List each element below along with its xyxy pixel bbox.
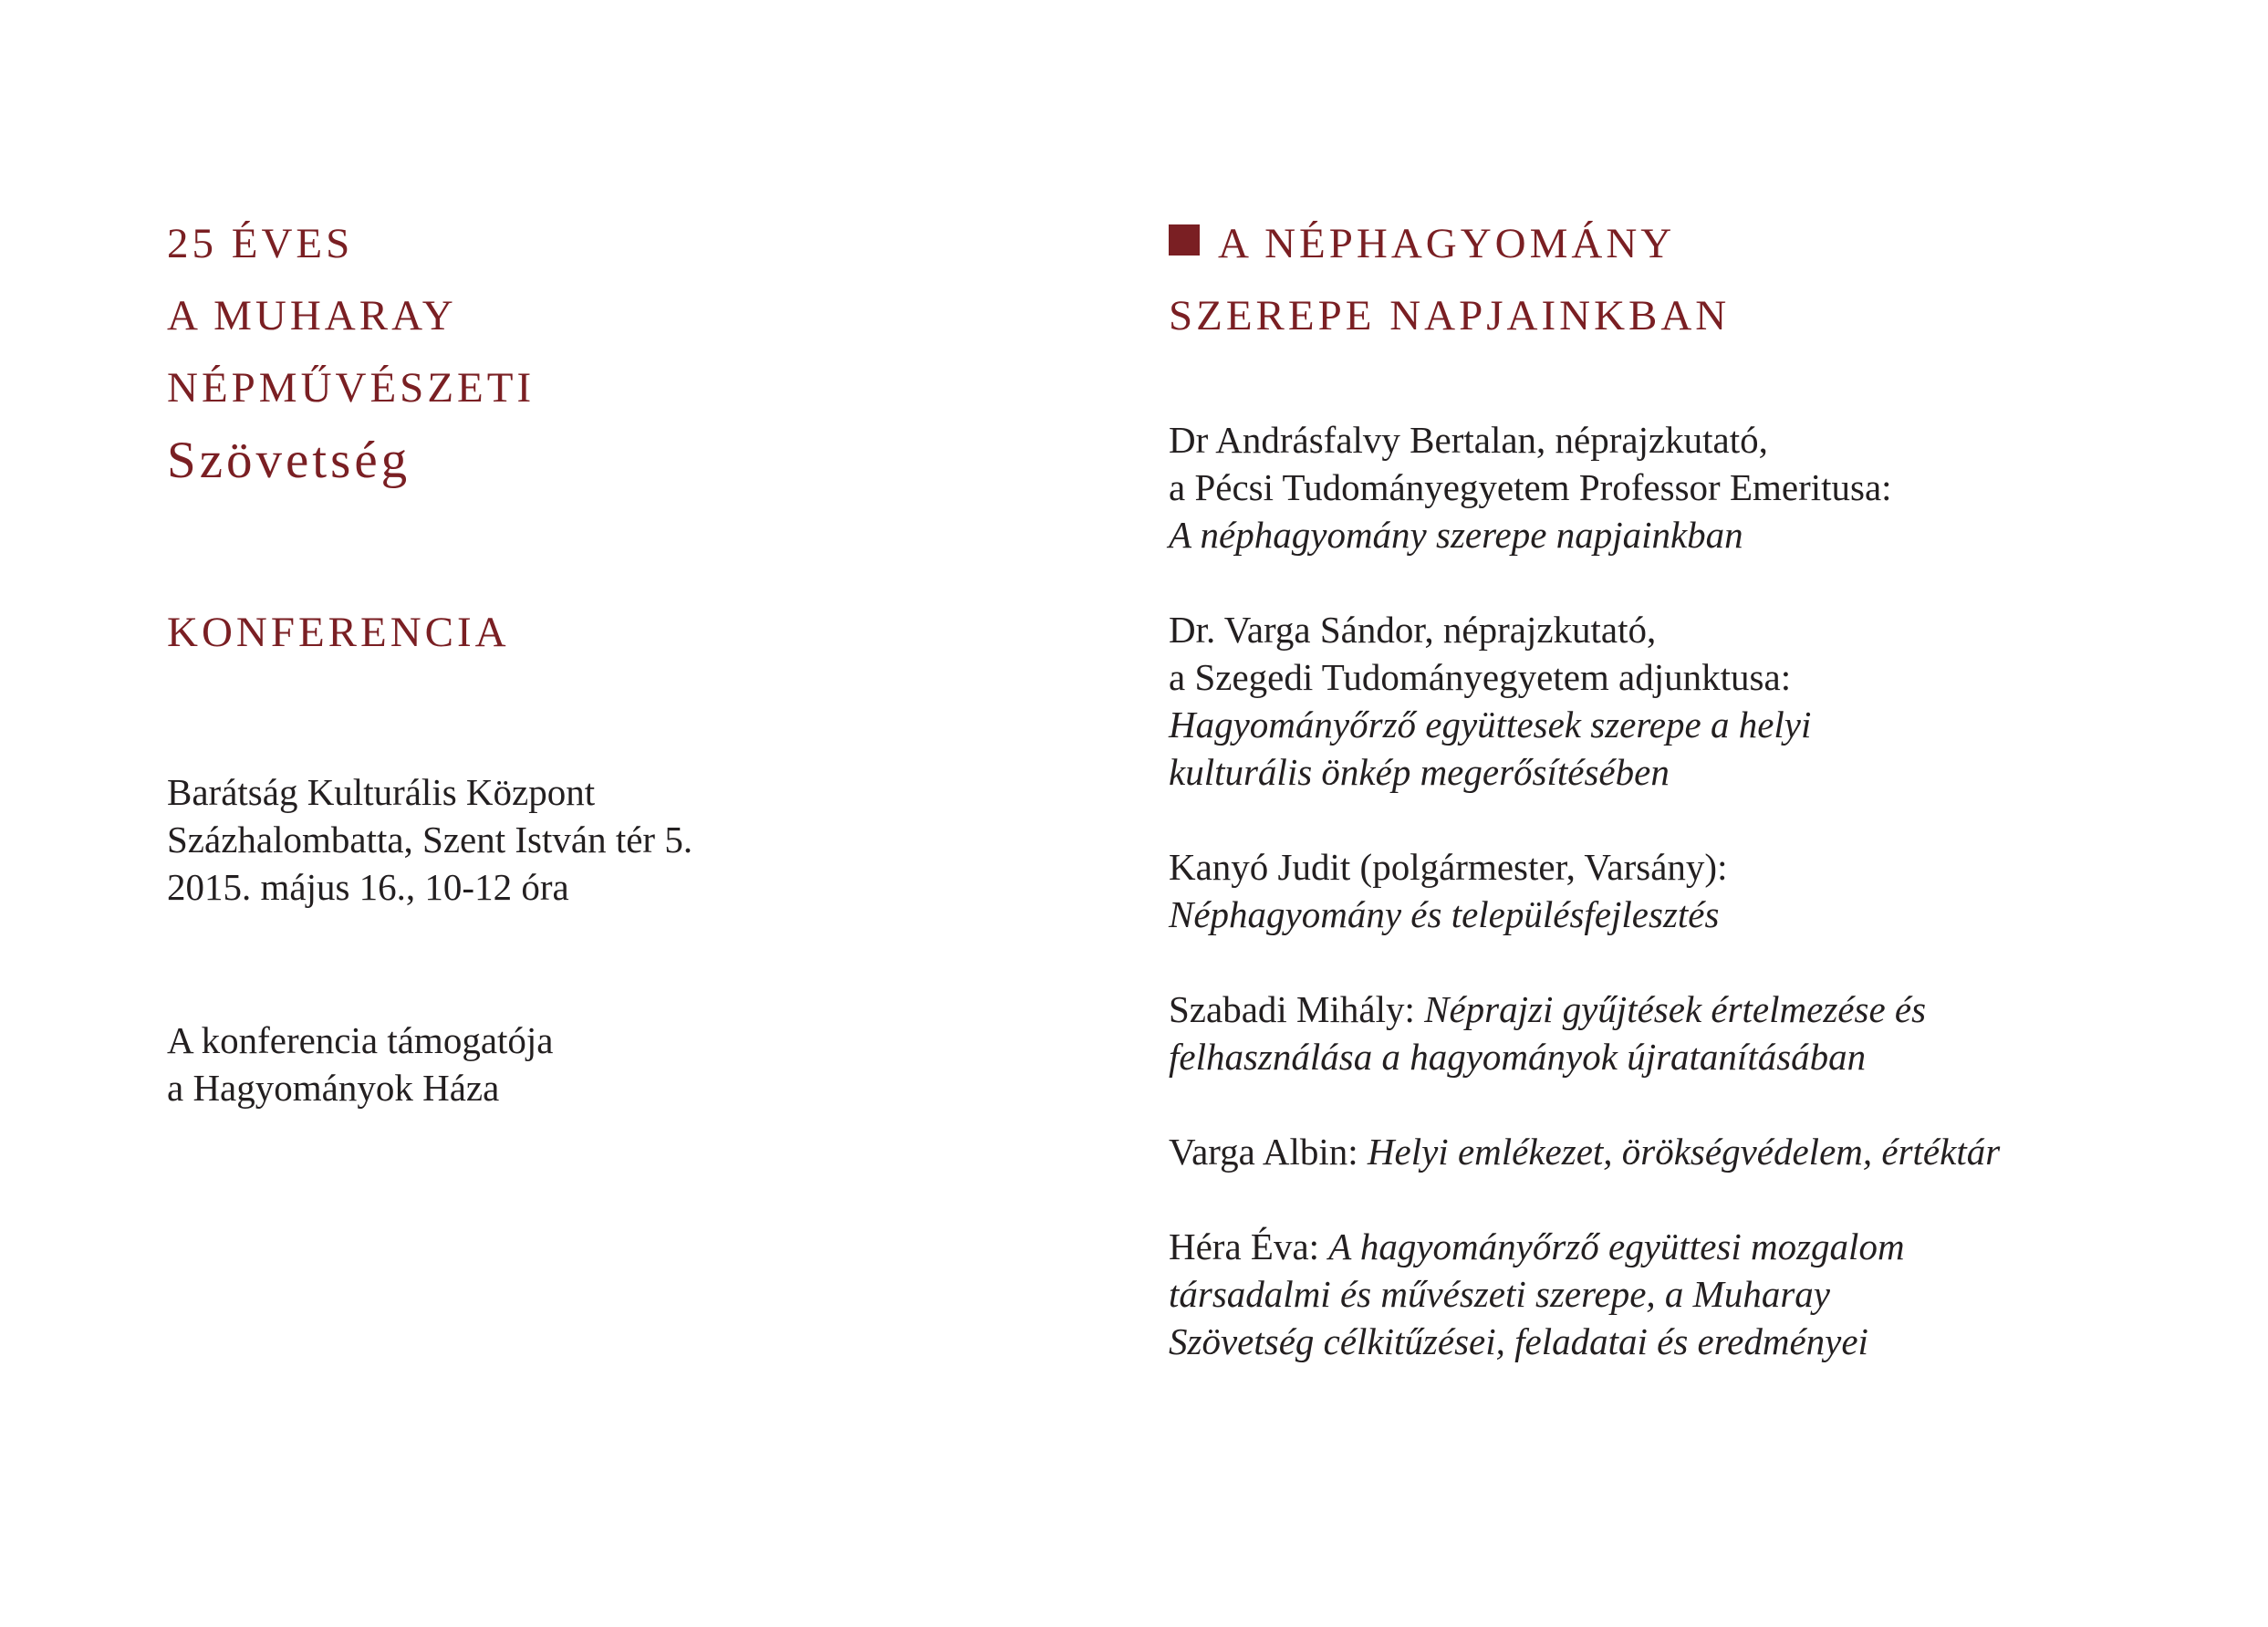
program-title (1169, 208, 2218, 352)
talk-title-cont: Szövetség célkitűzései, feladatai és eredményei (1169, 1320, 1868, 1362)
talk-title: A néphagyomány szerepe napjainkban (1169, 514, 1743, 556)
talk-speaker: Kanyó Judit (polgármester, Varsány): (1169, 846, 1728, 888)
main-title (167, 208, 1079, 496)
talk-affiliation: a Pécsi Tudományegyetem Professor Emeritusa: (1169, 466, 1892, 508)
talk-title: Néprajzi gyűjtések értelmezése és (1424, 988, 1927, 1030)
title-line-3: NÉPMŰVÉSZETI (167, 364, 536, 412)
right-column (1169, 208, 2218, 1362)
conference-heading: KONFERENCIA (167, 609, 510, 656)
venue-address: Százhalombatta, Szent István tér 5. (167, 819, 693, 860)
support-block (167, 1017, 554, 1111)
talk-item (1169, 1128, 2218, 1175)
talk-item (1169, 606, 2218, 796)
talk-title: A hagyományőrző együttesi mozgalom (1328, 1225, 1905, 1267)
talk-item (1169, 843, 2218, 938)
square-bullet-icon (1169, 224, 1200, 256)
talk-list (1169, 416, 2218, 1413)
talk-speaker: Szabadi Mihály: (1169, 988, 1415, 1030)
talk-item (1169, 416, 2218, 558)
title-line-1: 25 ÉVES (167, 220, 354, 267)
talk-title-cont: kulturális önkép megerősítésében (1169, 751, 1670, 793)
venue-name: Barátság Kulturális Központ (167, 771, 596, 813)
talk-title-cont: felhasználása a hagyományok újratanításában (1169, 1036, 1867, 1078)
talk-item (1169, 986, 2218, 1080)
title-line-2: A MUHARAY (167, 292, 457, 339)
program-title-line-1 (1169, 208, 2218, 280)
talk-speaker: Dr Andrásfalvy Bertalan, néprajzkutató, (1169, 419, 1768, 461)
left-column (167, 208, 1079, 1109)
talk-title: Hagyományőrző együttesek szerepe a helyi (1169, 704, 1812, 746)
talk-speaker: Varga Albin: (1169, 1131, 1358, 1173)
title-line-4: Szövetség (167, 432, 411, 489)
program-title-text-1: A NÉPHAGYOMÁNY (1218, 220, 1676, 267)
support-line-1: A konferencia támogatója (167, 1019, 554, 1061)
venue-block (167, 768, 692, 911)
event-date: 2015. május 16., 10-12 óra (167, 866, 569, 908)
talk-speaker: Dr. Varga Sándor, néprajzkutató, (1169, 609, 1657, 651)
talk-title: Helyi emlékezet, örökségvédelem, értéktár (1367, 1131, 2001, 1173)
support-line-2: a Hagyományok Háza (167, 1067, 500, 1109)
talk-title: Néphagyomány és településfejlesztés (1169, 893, 1720, 935)
talk-speaker: Héra Éva: (1169, 1225, 1320, 1267)
program-title-line-2: SZEREPE NAPJAINKBAN (1169, 292, 1731, 339)
talk-title-cont: társadalmi és művészeti szerepe, a Muharay (1169, 1273, 1830, 1315)
talk-affiliation: a Szegedi Tudományegyetem adjunktusa: (1169, 656, 1792, 698)
talk-item (1169, 1223, 2218, 1365)
